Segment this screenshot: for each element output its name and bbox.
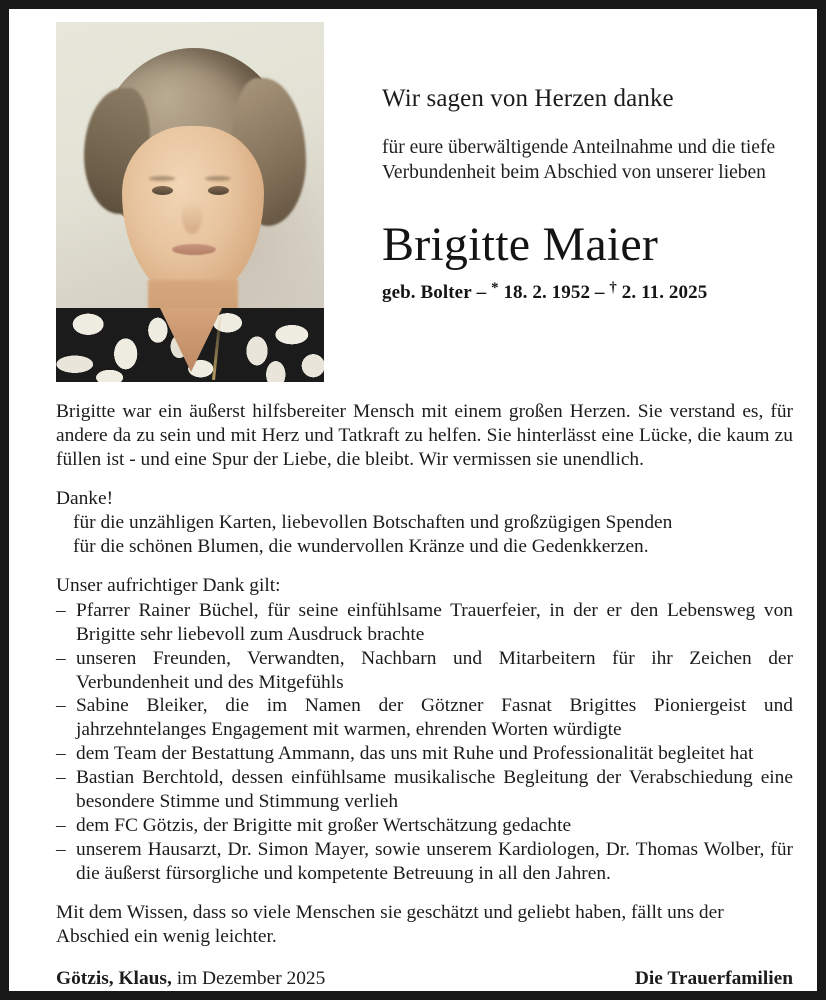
photo-eye-right bbox=[208, 186, 229, 195]
signature-family: Die Trauerfamilien bbox=[634, 968, 793, 990]
photo-brow-left bbox=[149, 176, 175, 181]
tribute-paragraph: Brigitte war ein äußerst hilfsbereiter Mensch mit einem großen Herzen. Sie verstand es, für andere da zu sein und mit Herz und Tatkraft zu helfen. Sie hinterlässt eine Lücke, die kaum zu füllen ist - und eine Spur der Liebe, die bleibt. Wir vermissen sie unendlich. bbox=[56, 401, 793, 470]
maiden-name: geb. Bolter bbox=[382, 282, 472, 304]
signature-date: im Dezember 2025 bbox=[176, 968, 326, 990]
closing-paragraph: Mit dem Wissen, dass so viele Menschen sie geschätzt und geliebt haben, fällt uns der Abschied ein wenig leichter. bbox=[56, 902, 724, 948]
headline-column bbox=[324, 22, 781, 304]
list-item-text: unserem Hausarzt, Dr. Simon Mayer, sowie unserem Kardiologen, Dr. Thomas Wolber, für die äußerst fürsorgliche und kompetente Betreuung in all den Jahren. bbox=[76, 839, 793, 885]
dates-separator-2: – bbox=[594, 282, 605, 304]
deceased-name: Brigitte Maier bbox=[382, 218, 659, 272]
list-dash: – bbox=[56, 839, 66, 861]
thanks-headline: Wir sagen von Herzen danke bbox=[382, 85, 674, 112]
death-date: 2. 11. 2025 bbox=[621, 282, 708, 304]
list-dash: – bbox=[56, 815, 66, 837]
signature-left bbox=[56, 968, 325, 990]
danke-block bbox=[56, 487, 793, 559]
death-cross-icon: † bbox=[609, 279, 617, 296]
list-item-text: dem FC Götzis, der Brigitte mit großer Wertschätzung gedachte bbox=[76, 815, 572, 837]
photo-eye-left bbox=[152, 186, 173, 195]
dates-separator-1: – bbox=[476, 282, 487, 304]
thanks-list-intro: Unser aufrichtiger Dank gilt: bbox=[56, 574, 281, 596]
birth-date: 18. 2. 1952 bbox=[503, 282, 591, 304]
danke-heading: Danke! bbox=[56, 487, 114, 509]
list-item bbox=[56, 814, 793, 838]
danke-line-2: für die schönen Blumen, die wundervollen Kränze und die Gedenkkerzen. bbox=[73, 535, 649, 557]
thanks-subheadline: für eure überwältigende Anteilnahme und die tiefe Verbundenheit beim Abschied von unserer lieben bbox=[382, 136, 776, 183]
list-item-text: Pfarrer Rainer Büchel, für seine einfühlsame Trauerfeier, in der er den Lebensweg von Brigitte sehr liebevoll zum Ausdruck brachte bbox=[76, 599, 793, 645]
list-item-text: dem Team der Bestattung Ammann, das uns mit Ruhe und Professionalität begleitet hat bbox=[76, 743, 754, 765]
list-item-text: unseren Freunden, Verwandten, Nachbarn und Mitarbeitern für ihr Zeichen der Verbundenheit und des Mitgefühls bbox=[76, 647, 793, 693]
notice-body bbox=[56, 400, 793, 990]
signature-place-names: Götzis, Klaus, bbox=[56, 968, 172, 990]
list-item-text: Bastian Berchtold, dessen einfühlsame musikalische Begleitung der Verabschiedung eine besondere Stimme und Stimmung verlieh bbox=[76, 767, 793, 813]
list-item bbox=[56, 742, 793, 766]
list-item-text: Sabine Bleiker, die im Namen der Götzner Fasnat Brigittes Pioniergeist und jahrzehntelanges Engagement mit warmen, ehrenden Worten würdigte bbox=[76, 695, 793, 741]
list-item bbox=[56, 599, 793, 647]
list-dash: – bbox=[56, 695, 66, 717]
list-item bbox=[56, 766, 793, 814]
list-item bbox=[56, 694, 793, 742]
portrait-photo-container bbox=[56, 22, 324, 382]
list-dash: – bbox=[56, 599, 66, 621]
portrait-photo bbox=[56, 22, 324, 382]
photo-nose bbox=[182, 200, 202, 234]
list-item bbox=[56, 647, 793, 695]
notice-sheet bbox=[9, 9, 817, 991]
photo-mouth bbox=[172, 244, 216, 255]
list-dash: – bbox=[56, 743, 66, 765]
danke-line-1: für die unzähligen Karten, liebevollen Botschaften und großzügigen Spenden bbox=[73, 511, 673, 533]
notice-header bbox=[56, 22, 781, 382]
birth-star-icon: * bbox=[491, 279, 499, 296]
list-dash: – bbox=[56, 647, 66, 669]
list-item bbox=[56, 838, 793, 886]
thanks-list bbox=[56, 599, 793, 886]
list-dash: – bbox=[56, 767, 66, 789]
photo-brow-right bbox=[205, 176, 231, 181]
signature-row bbox=[56, 968, 793, 990]
life-dates bbox=[382, 279, 781, 304]
